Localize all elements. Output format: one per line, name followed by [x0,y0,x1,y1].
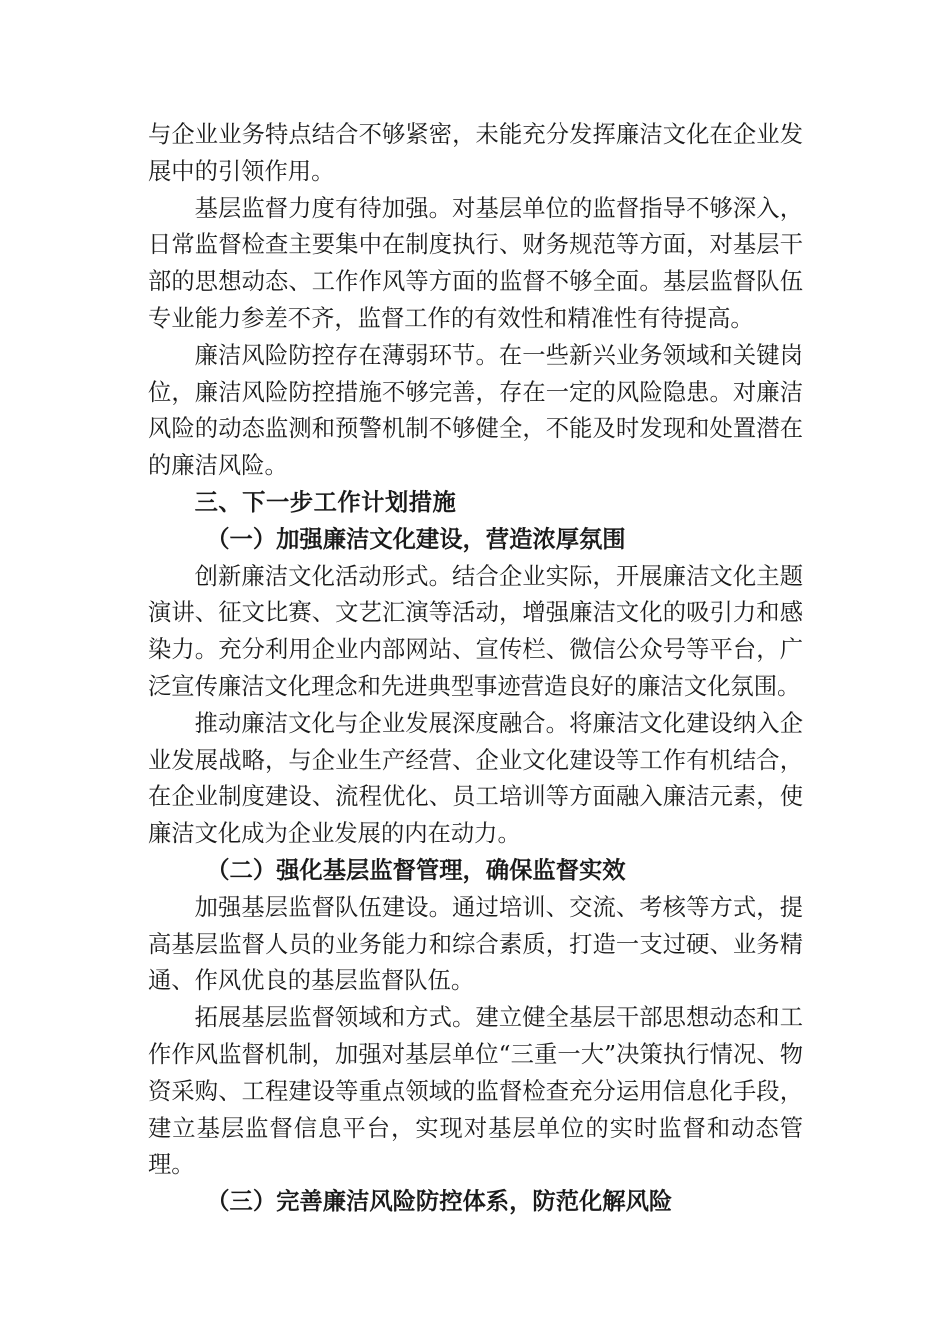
subheading-1: （一）加强廉洁文化建设，营造浓厚氛围 [206,525,626,553]
subheading-3: （三）完善廉洁风险防控体系，防范化解风险 [206,1188,673,1216]
paragraph-supervision-scope: 拓展基层监督领域和方式。建立健全基层干部思想动态和工作作风监督机制，加强对基层单位“三重一大”决策执行情况、物资采购、工程建设等重点领域的监督检查充分运用信息化手段，建立基层监督信息平台，实现对基层单位的实时监督和动态管理。 [148,1004,803,1179]
paragraph-supervision-team: 加强基层监督队伍建设。通过培训、交流、考核等方式，提高基层监督人员的业务能力和综合素质，打造一支过硬、业务精通、作风优良的基层监督队伍。 [148,893,803,995]
document-page [148,117,803,1221]
paragraph-culture-activities: 创新廉洁文化活动形式。结合企业实际，开展廉洁文化主题演讲、征文比赛、文艺汇演等活动，增强廉洁文化的吸引力和感染力。充分利用企业内部网站、宣传栏、微信公众号等平台，广泛宣传廉洁文化理念和先进典型事迹营造良好的廉洁文化氛围。 [148,562,803,700]
paragraph-culture-integration-continued: 与企业业务特点结合不够紧密，未能充分发挥廉洁文化在企业发展中的引领作用。 [148,121,803,185]
paragraph-risk-prevention: 廉洁风险防控存在薄弱环节。在一些新兴业务领域和关键岗位，廉洁风险防控措施不够完善，存在一定的风险隐患。对廉洁风险的动态监测和预警机制不够健全，不能及时发现和处置潜在的廉洁风险。 [148,341,803,480]
paragraph-culture-development: 推动廉洁文化与企业发展深度融合。将廉洁文化建设纳入企业发展战略，与企业生产经营、企业文化建设等工作有机结合，在企业制度建设、流程优化、员工培训等方面融入廉洁元素，使廉洁文化成为企业发展的内在动力。 [148,709,803,848]
subheading-2: （二）强化基层监督管理，确保监督实效 [206,856,626,884]
paragraph-grassroots-supervision: 基层监督力度有待加强。对基层单位的监督指导不够深入，日常监督检查主要集中在制度执行、财务规范等方面，对基层干部的思想动态、工作作风等方面的监督不够全面。基层监督队伍专业能力参差不齐，监督工作的有效性和精准性有待提高。 [148,194,803,332]
section-heading-next-steps: 三、下一步工作计划措施 [194,488,457,516]
